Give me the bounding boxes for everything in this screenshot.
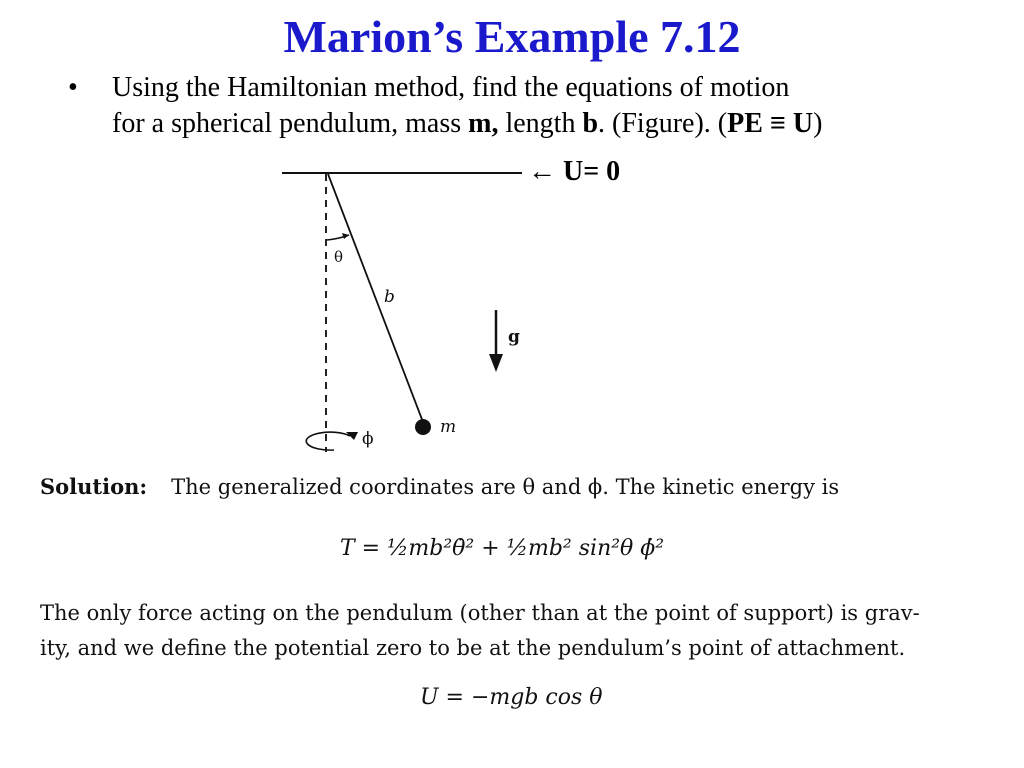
pe-note: PE ≡ U <box>727 108 814 139</box>
paragraph-line-2: ity, and we define the potential zero to be at the pendulum’s point of attachment. <box>40 636 906 660</box>
phi-label: ϕ <box>362 429 374 449</box>
gravity-label: g <box>508 327 520 347</box>
potential-energy-equation: U = −mgb cos θ <box>420 685 603 710</box>
close-paren: ) <box>813 108 823 139</box>
problem-line-2 <box>112 106 1012 142</box>
solution-text: The generalized coordinates are θ and ϕ. The kinetic energy is <box>171 475 840 499</box>
problem-text <box>112 70 1012 142</box>
problem-line-2-suffix: . (Figure). ( <box>598 108 728 139</box>
theta-label: θ <box>334 248 344 266</box>
pendulum-rod <box>328 174 423 422</box>
problem-line-1: Using the Hamiltonian method, find the equations of motion <box>112 72 790 103</box>
slide-title: Marion’s Example 7.12 <box>283 11 741 62</box>
phi-rotation-arc <box>306 432 350 450</box>
problem-line-2-prefix: for a spherical pendulum, mass <box>112 108 469 139</box>
problem-line-2-mid: length <box>498 108 583 139</box>
kinetic-energy-equation: T = ½mb²θ̇² + ½mb² sin²θ ϕ̇² <box>340 536 665 561</box>
pendulum-figure <box>270 160 530 460</box>
bullet-symbol: • <box>68 72 78 103</box>
solution-heading: Solution: <box>40 474 148 499</box>
solution-line <box>40 474 1000 499</box>
mass-symbol: m, <box>468 108 499 139</box>
force-paragraph <box>40 596 1000 666</box>
gravity-arrowhead <box>489 354 503 372</box>
phi-arrowhead <box>346 432 358 440</box>
paragraph-line-1: The only force acting on the pendulum (other than at the point of support) is grav- <box>40 601 920 625</box>
mass-bob <box>415 419 431 435</box>
length-label: b <box>384 287 395 307</box>
length-symbol: b <box>582 108 599 139</box>
mass-label: m <box>440 417 457 437</box>
u-zero-label: ← U= 0 <box>528 156 621 187</box>
